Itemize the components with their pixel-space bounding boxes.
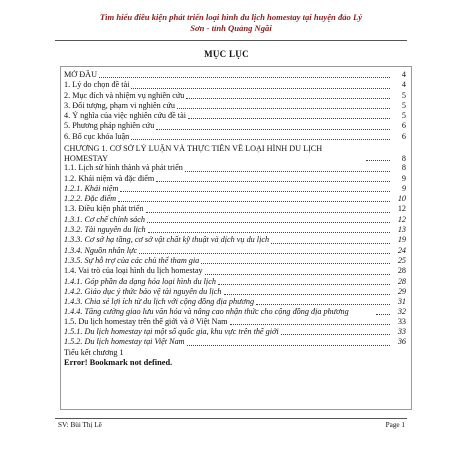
toc-entry-page: 5 [401, 90, 406, 100]
toc-entry[interactable] [64, 184, 406, 194]
dot-leader [230, 323, 390, 325]
toc-entry-label: MỞ ĐẦU [64, 70, 97, 79]
dot-leader [147, 221, 390, 223]
toc-entry[interactable] [64, 80, 406, 90]
dot-leader [146, 211, 390, 213]
toc-entry[interactable] [64, 132, 406, 142]
toc-entry-label: 1.4.1. Góp phần đa dạng hóa loại hình du lịch [64, 276, 216, 286]
toc-entry-page: 8 [401, 163, 406, 173]
toc-entry-label: 3. Đối tượng, phạm vi nghiên cứu [64, 100, 175, 110]
dot-leader [281, 333, 390, 335]
toc-summary-entry[interactable] [64, 348, 406, 358]
toc-entry[interactable] [64, 91, 406, 101]
dot-leader [376, 313, 390, 315]
dot-leader [218, 283, 390, 285]
dot-leader [188, 117, 390, 119]
dot-leader [131, 87, 390, 89]
table-of-contents [64, 70, 406, 368]
running-header [55, 12, 407, 33]
toc-title: MỤC LỤC [204, 49, 249, 59]
toc-entry[interactable] [64, 121, 406, 131]
toc-entry[interactable] [64, 215, 406, 225]
toc-entry-label: 1.3.1. Cơ chế chính sách [64, 214, 145, 224]
header-divider [55, 40, 407, 41]
toc-entry-page: 9 [401, 173, 406, 183]
dot-leader [156, 180, 390, 182]
toc-entry-label: 1.3.4. Nguồn nhân lực [64, 245, 138, 255]
toc-entry[interactable] [64, 307, 406, 316]
toc-entry-label: 5. Phương pháp nghiên cứu [64, 121, 155, 131]
dot-leader [187, 344, 390, 346]
toc-entry-page: 9 [401, 183, 406, 193]
toc-entry-page: 24 [397, 245, 406, 255]
toc-entry[interactable] [64, 317, 406, 327]
toc-entry-label: 1.3. Điều kiện phát triển [64, 204, 144, 214]
bookmark-error: Error! Bookmark not defined. [64, 357, 173, 367]
toc-entry-label: 1.2.1. Khái niệm [64, 183, 119, 193]
toc-entry-page: 6 [401, 131, 406, 141]
toc-entry[interactable] [64, 204, 406, 214]
toc-entry[interactable] [64, 163, 406, 173]
toc-entry[interactable] [64, 277, 406, 287]
toc-entry[interactable] [64, 174, 406, 184]
toc-entry[interactable] [64, 327, 406, 337]
toc-entry[interactable] [64, 101, 406, 111]
dot-leader [131, 138, 390, 140]
toc-entry[interactable] [64, 225, 406, 235]
footer-divider [55, 418, 407, 419]
toc-entry-label: 1.1. Lịch sử hình thành và phát triển [64, 163, 183, 173]
toc-entry-label: 1.5. Du lịch homestay trên thế giới và ở Việt Nam [64, 316, 228, 326]
toc-entry[interactable] [64, 266, 406, 276]
dot-leader [139, 252, 390, 254]
toc-entry-label: 1.3.2. Tài nguyên du lịch [64, 225, 146, 235]
header-line-1: Tìm hiểu điều kiện phát triển loại hình du lịch homestay tại huyện đảo Lý [99, 12, 363, 22]
toc-entry-label: 1.4.2. Giáo dục ý thức bảo vệ tài nguyên du lịch [64, 286, 222, 296]
toc-entry-label: 1.4.4. Tăng cường giao lưu văn hóa và nâng cao nhận thức cho cộng đồng địa phương [64, 307, 349, 317]
toc-entry-page: 29 [397, 286, 406, 296]
dot-leader [186, 97, 390, 99]
toc-entry[interactable] [64, 70, 406, 80]
toc-entry[interactable] [64, 256, 406, 266]
dot-leader [118, 200, 390, 202]
header-line-2: Sơn - tỉnh Quảng Ngãi [190, 22, 272, 33]
toc-entry-page: 6 [401, 121, 406, 131]
toc-entry-page: 31 [397, 297, 406, 307]
toc-entry-label: 1.5.2. Du lịch homestay tại Việt Nam [64, 337, 185, 347]
toc-entry-page: 12 [397, 204, 406, 214]
toc-entry-page: 13 [397, 225, 406, 235]
toc-entry-page: 33 [397, 326, 406, 336]
footer-author: SV: Bùi Thị Lê [58, 421, 102, 429]
toc-entry-page: 10 [397, 194, 406, 204]
toc-summary-label: Tiểu kết chương 1 [64, 347, 124, 357]
toc-entry-page: 33 [397, 316, 406, 326]
toc-entry-page: 4 [401, 70, 406, 79]
toc-entry-page: 36 [397, 337, 406, 347]
dot-leader [201, 262, 390, 264]
toc-entry-label: 1. Lý do chọn đề tài [64, 80, 130, 90]
toc-entry-label: 1.2. Khái niệm và đặc điểm [64, 173, 155, 183]
toc-entry-page: 19 [397, 235, 406, 245]
dot-leader [366, 159, 390, 161]
toc-entry[interactable] [64, 337, 406, 347]
dot-leader [120, 190, 390, 192]
toc-entry[interactable] [64, 235, 406, 245]
dot-leader [148, 231, 390, 233]
footer-page-number: Page 1 [385, 421, 405, 429]
dot-leader [156, 128, 390, 130]
toc-entry[interactable] [64, 194, 406, 204]
toc-entry-page: 28 [397, 276, 406, 286]
toc-entry-page: 32 [397, 307, 406, 317]
toc-entry-label: 1.4.3. Chia sẻ lợi ích từ du lịch với cộng đồng địa phương [64, 297, 255, 307]
toc-entry-label: 6. Bố cục khóa luận [64, 131, 130, 141]
toc-entry-page: 8 [401, 153, 406, 163]
toc-entry-page: 4 [401, 80, 406, 90]
dot-leader [185, 170, 390, 172]
dot-leader [177, 107, 390, 109]
toc-entry-page: 5 [401, 111, 406, 121]
toc-entry-label: 4. Ý nghĩa của việc nghiên cứu đề tài [64, 111, 186, 121]
dot-leader [256, 303, 390, 305]
toc-entry[interactable] [64, 144, 406, 163]
toc-entry-page: 25 [397, 255, 406, 265]
toc-entry[interactable] [64, 297, 406, 307]
toc-entry[interactable] [64, 246, 406, 256]
toc-entry-label: 2. Mục đích và nhiệm vụ nghiên cứu [64, 90, 185, 100]
toc-entry-label: 1.5.1. Du lịch homestay tại một số quốc gia, khu vực trên thế giới [64, 326, 279, 336]
toc-entry-label: 1.3.5. Sự hỗ trợ của các chủ thể tham gia [64, 255, 200, 265]
dot-leader [271, 242, 390, 244]
toc-entry-label: CHƯƠNG 1. CƠ SỞ LÝ LUẬN VÀ THỰC TIỄN VỀ LOẠI HÌNH DU LỊCH HOMESTAY [64, 144, 323, 163]
toc-entry-label: 1.4. Vai trò của loại hình du lịch homestay [64, 266, 203, 276]
dot-leader [205, 273, 390, 275]
dot-leader [99, 76, 390, 78]
toc-entry-label: 1.2.2. Đặc điểm [64, 194, 117, 204]
toc-entry[interactable] [64, 111, 406, 121]
toc-entry-page: 28 [397, 266, 406, 276]
dot-leader [224, 293, 391, 295]
toc-entry-page: 12 [397, 214, 406, 224]
toc-entry[interactable] [64, 287, 406, 297]
toc-entry-page: 5 [401, 100, 406, 110]
toc-entry-label: 1.3.3. Cơ sở hạ tầng, cơ sở vật chất kỹ thuật và dịch vụ du lịch [64, 235, 270, 245]
